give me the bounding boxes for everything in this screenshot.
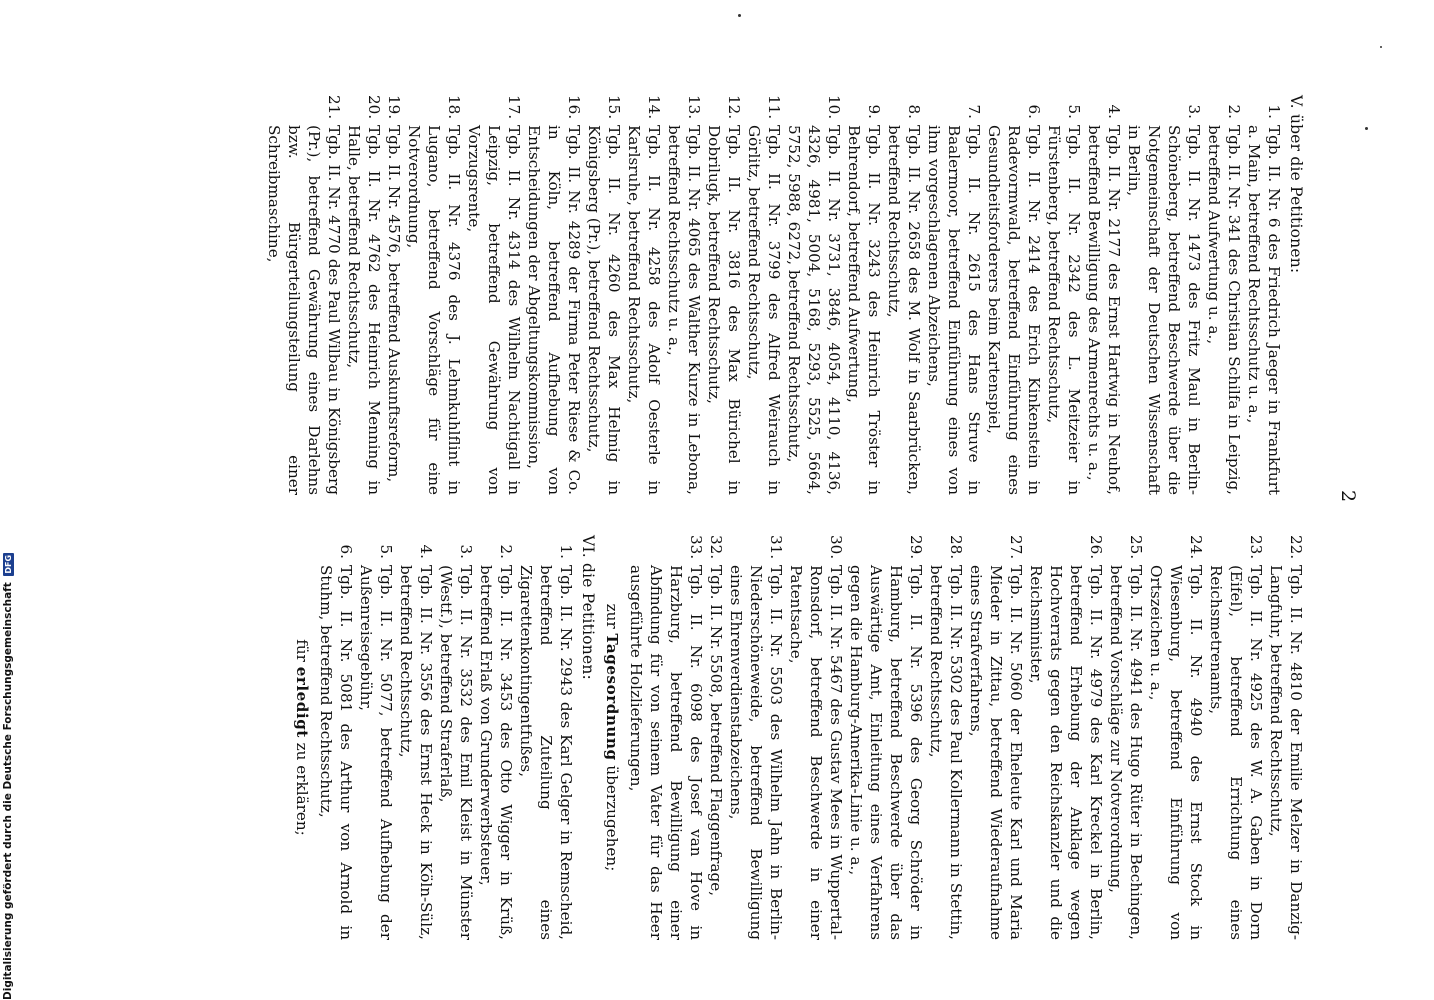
footer-text: Digitalisierung gefördert durch die Deutsche Forschungsgemeinschaft bbox=[2, 582, 14, 1000]
petition-number: 27. bbox=[1007, 535, 1025, 560]
conclusion-settled-bold: erledigt bbox=[293, 666, 311, 738]
petition-text: Tgb. II. Nr. 5467 des Gustav Mees in Wuppertal-Ronsdorf, betreffend Beschwerde in einer Patentsache, bbox=[787, 565, 845, 940]
petition-number: 19. bbox=[385, 95, 403, 120]
petition-text: Tgb. II. Nr. 3243 des Heinrich Tröster in Behrendorf, betreffend Aufwertung, bbox=[845, 125, 883, 495]
petition-number: 24. bbox=[1187, 535, 1205, 560]
petition-text: Tgb. II. Nr. 4979 des Karl Kreckel in Berlin, betreffend Erhebung der Anklage wegen Hochverrats gegen den Reichskanzler und die Reichsminister, bbox=[1027, 565, 1105, 940]
petition-number: 18. bbox=[445, 95, 463, 120]
petition-text: Tgb. II. Nr. 5302 des Paul Kollermann in Stettin, betreffend Rechtsschutz, bbox=[927, 565, 965, 940]
petition-number: 26. bbox=[1087, 535, 1105, 560]
petition-item bbox=[1084, 95, 1124, 495]
petition-number: 2. bbox=[497, 544, 515, 559]
petition-text: Tgb. II. Nr. 4941 des Hugo Rüter in Bechingen, betreffend Vorschläge zur Notverordnung, bbox=[1107, 565, 1145, 940]
petition-item bbox=[1244, 95, 1284, 495]
petition-number: 15. bbox=[605, 95, 623, 120]
conclusion-settled bbox=[292, 535, 312, 940]
petition-item bbox=[1266, 535, 1306, 940]
petition-number: 31. bbox=[767, 535, 785, 560]
conclusion-agenda-post: überzugehen; bbox=[603, 765, 621, 872]
petition-text: Tgb. II. Nr. 3731, 3846, 4054, 4110, 4136, 4326, 4981, 5004, 5168, 5293, 5525, 5664, 5752, 5988, 6272, betreffend Rechtsschutz, bbox=[785, 125, 843, 495]
petition-text: Tgb. II. Nr. 5396 des Georg Schröder in Hamburg, betreffend Beschwerde über das Auswärtige Amt, Einleitung eines Verfahrens gegen die Hamburg-Amerika-Linie u. a., bbox=[847, 565, 925, 940]
petition-text: Tgb. II. Nr. 4576, betreffend Auskunftsreform, bbox=[385, 125, 403, 483]
petition-text: Tgb. II. Nr. 4940 des Ernst Stock in Wiesenburg, betreffend Einführung von Ortszeichen u. a., bbox=[1147, 565, 1205, 940]
conclusion-settled-pre: für bbox=[293, 639, 311, 662]
petition-number: 9. bbox=[865, 104, 883, 119]
petition-number: 7. bbox=[965, 104, 983, 119]
petition-number: 12. bbox=[725, 95, 743, 120]
petition-number: 5. bbox=[1065, 104, 1083, 119]
petition-item bbox=[626, 535, 706, 940]
petition-number: 3. bbox=[457, 544, 475, 559]
petition-list-v bbox=[264, 95, 1284, 495]
petition-number: 6. bbox=[337, 544, 355, 559]
petition-text: Tgb. II. Nr. 4260 des Max Helmig in Königsberg (Pr.), betreffend Rechtsschutz, bbox=[585, 125, 623, 495]
petition-item bbox=[476, 535, 516, 940]
petition-number: 25. bbox=[1127, 535, 1145, 560]
petition-list-v-continued bbox=[626, 535, 1306, 940]
petition-text: Tgb. II. Nr. 4925 des W. A. Gaben in Dorn (Eifel), betreffend Errichtung eines Reichsmetrenamts, bbox=[1207, 565, 1265, 940]
petition-item bbox=[784, 95, 844, 495]
petition-item bbox=[844, 95, 884, 495]
petition-number: 1. bbox=[1265, 104, 1283, 119]
petition-item bbox=[884, 95, 924, 495]
petition-item bbox=[1106, 535, 1146, 940]
conclusion-agenda-bold: Tagesordnung bbox=[603, 633, 621, 761]
digitization-footer bbox=[2, 0, 14, 1000]
petition-item bbox=[926, 535, 966, 940]
petition-number: 6. bbox=[1025, 104, 1043, 119]
scan-speck bbox=[1380, 46, 1382, 48]
petition-item bbox=[786, 535, 846, 940]
petition-text: Tgb. II. Nr. 4762 des Heinrich Menning in Halle, betreffend Rechtsschutz, bbox=[345, 125, 383, 495]
petition-text: Tgb. II. Nr. 341 des Christian Schilfa in Leipzig, betreffend Aufwertung u. a., bbox=[1205, 125, 1243, 495]
petition-item bbox=[1124, 95, 1204, 495]
scan-speck bbox=[1365, 127, 1368, 130]
petition-number: 1. bbox=[557, 544, 575, 559]
petition-item bbox=[524, 95, 584, 495]
petition-item bbox=[1044, 95, 1084, 495]
petition-item bbox=[846, 535, 926, 940]
petition-number: 22. bbox=[1287, 535, 1305, 560]
conclusion-agenda-pre: zur bbox=[603, 603, 621, 629]
petition-item bbox=[704, 95, 744, 495]
petition-number: 33. bbox=[687, 535, 705, 560]
petition-item bbox=[1206, 535, 1266, 940]
petition-text: Tgb. II. Nr. 6 des Friedrich Jaeger in Frankfurt a. Main, betreffend Rechtsschutz u. a., bbox=[1245, 125, 1283, 495]
petition-number: 2. bbox=[1225, 104, 1243, 119]
petition-number: 13. bbox=[685, 95, 703, 120]
petition-number: 32. bbox=[707, 535, 725, 560]
petition-number: 14. bbox=[645, 95, 663, 120]
petition-text: Tgb. II. Nr. 2943 des Karl Gelger in Remscheid, betreffend Zuteilung eines Zigarettenkontingentfußes, bbox=[517, 565, 575, 940]
petition-text: Tgb. II. Nr. 5081 des Arthur von Arnold in Stuhm, betreffend Rechtsschutz, bbox=[317, 565, 355, 940]
petition-item bbox=[316, 535, 356, 940]
dfg-logo: DFG bbox=[3, 554, 13, 574]
petition-text: Tgb. II. Nr. 3816 des Max Bürichel in Dobrilugk, betreffend Rechtsschutz, bbox=[705, 125, 743, 495]
petition-item bbox=[1204, 95, 1244, 495]
petition-text: Tgb. II. Nr. 3556 des Ernst Heck in Köln-Sülz, betreffend Rechtsschutz, bbox=[397, 565, 435, 940]
petition-item bbox=[966, 535, 1026, 940]
petition-list-vi bbox=[316, 535, 576, 940]
petition-number: 5. bbox=[377, 544, 395, 559]
petition-item bbox=[706, 535, 726, 940]
petition-number: 23. bbox=[1247, 535, 1265, 560]
section-heading-vi: VI. die Petitionen: bbox=[579, 535, 597, 680]
petition-number: 4. bbox=[417, 544, 435, 559]
petition-item bbox=[1026, 535, 1106, 940]
petition-text: Tgb. II. Nr. 4376 des J. Lehmkuhlflint in Lugano, betreffend Vorschläge für eine Notverordnung, bbox=[405, 125, 463, 495]
petition-text: Tgb. II. Nr. 2615 des Hans Struve in Baalermoor, betreffend Einführung eines von ihm vorgeschlagenen Abzeichens, bbox=[925, 125, 983, 495]
petition-text: Tgb. II. Nr. 3799 des Alfred Weirauch in Görlitz, betreffend Rechtsschutz, bbox=[745, 125, 783, 495]
petition-item bbox=[396, 535, 436, 940]
petition-text: Tgb. II. Nr. 2414 des Erich Kinkenstein in Radevormwald, betreffend Einführung eines Gesundheitsforderers beim Kartenspiel, bbox=[985, 125, 1043, 495]
petition-number: 10. bbox=[825, 95, 843, 120]
petition-item bbox=[516, 535, 576, 940]
petition-item bbox=[436, 535, 476, 940]
petition-number: 17. bbox=[505, 95, 523, 120]
petition-number: 30. bbox=[827, 535, 845, 560]
petition-number: 21. bbox=[325, 95, 343, 120]
petition-number: 28. bbox=[947, 535, 965, 560]
petition-item bbox=[356, 535, 396, 940]
petition-item bbox=[384, 95, 404, 495]
petition-text: Tgb. II. Nr. 2342 des L. Meitzeier in Fürstenberg, betreffend Rechtsschutz, bbox=[1045, 125, 1083, 495]
petition-number: 3. bbox=[1185, 104, 1203, 119]
petition-text: Tgb. II. Nr. 5077, betreffend Aufhebung der Außenreisegebühr, bbox=[357, 565, 395, 940]
petition-item bbox=[624, 95, 664, 495]
petition-text: Tgb. II. Nr. 4289 der Firma Peter Riese & Co. in Köln, betreffend Aufhebung von Entscheidungen der Abgeltungskommission, bbox=[525, 125, 583, 495]
petition-text: Tgb. II. Nr. 4770 des Paul Wilbau in Königsberg (Pr.), betreffend Gewährung eines Darlehns bzw. Bürgerteilungsteilung einer Schreibmaschine, bbox=[265, 125, 343, 495]
petition-item bbox=[664, 95, 704, 495]
petition-text: Tgb. II. Nr. 5508, betreffend Flaggenfrage, bbox=[707, 565, 725, 897]
petition-item bbox=[464, 95, 524, 495]
petition-item bbox=[344, 95, 384, 495]
petition-number: 4. bbox=[1105, 104, 1123, 119]
page-number: 2 bbox=[1337, 490, 1359, 503]
petition-item bbox=[404, 95, 464, 495]
petition-number: 29. bbox=[907, 535, 925, 560]
right-column bbox=[288, 535, 1306, 940]
petition-text: Tgb. II. Nr. 4065 des Walther Kurze in Lebona, betreffend Rechtsschutz u. a., bbox=[665, 125, 703, 495]
scan-speck bbox=[738, 14, 741, 17]
petition-item bbox=[264, 95, 344, 495]
petition-item bbox=[984, 95, 1044, 495]
petition-item bbox=[924, 95, 984, 495]
petition-text: Tgb. II. Nr. 3453 des Otto Wigger in Krüß, betreffend Erlaß von Grunderwerbsteuer, bbox=[477, 565, 515, 940]
petition-item bbox=[1146, 535, 1206, 940]
petition-number: 16. bbox=[565, 95, 583, 120]
petition-text: Tgb. II. Nr. 5503 des Wilhelm Jahn in Berlin-Niederschöneweide, betreffend Bewilligung eines Ehrenverdienstabzeichens, bbox=[727, 565, 785, 940]
section-heading-v: V. über die Petitionen: bbox=[1287, 95, 1305, 274]
petition-text: Tgb. II. Nr. 3532 des Emil Kleist in Münster (Westf.), betreffend Straferlaß, bbox=[437, 565, 475, 940]
petition-text: Tgb. II. Nr. 2177 des Ernst Hartwig in Neuhof, betreffend Bewilligung des Armenrechts u. a., bbox=[1085, 125, 1123, 495]
petition-number: 20. bbox=[365, 95, 383, 120]
petition-text: Tgb. II. Nr. 1473 des Fritz Maul in Berlin-Schöneberg, betreffend Beschwerde über die Notgemeinschaft der Deutschen Wissenschaft in Berlin, bbox=[1125, 125, 1203, 495]
petition-number: 11. bbox=[765, 95, 783, 120]
petition-text: Tgb. II. Nr. 5060 der Eheleute Karl und Maria Mieder in Zittau, betreffend Wiederaufnahme eines Strafverfahrens, bbox=[967, 565, 1025, 940]
petition-item bbox=[726, 535, 786, 940]
conclusion-settled-post: zu erklären; bbox=[293, 742, 311, 836]
petition-text: Tgb. II. Nr. 4810 der Emilie Melzer in Danzig-Langfuhr, betreffend Rechtsschutz, bbox=[1267, 565, 1305, 940]
petition-number: 8. bbox=[905, 104, 923, 119]
petition-text: Tgb. II. Nr. 4258 des Adolf Oesterle in Karlsruhe, betreffend Rechtsschutz, bbox=[625, 125, 663, 495]
petition-text: Tgb. II. Nr. 6098 des Josef van Hove in Harzburg, betreffend Bewilligung einer Abfindung für von seinem Vater für das Heer ausgeführte Holzlieferungen, bbox=[627, 565, 705, 940]
petition-item bbox=[584, 95, 624, 495]
conclusion-agenda bbox=[602, 535, 622, 940]
petition-text: Tgb. II. Nr. 2658 des M. Wolf in Saarbrücken, betreffend Rechtsschutz, bbox=[885, 125, 923, 495]
petition-item bbox=[744, 95, 784, 495]
petition-text: Tgb. II. Nr. 4314 des Wilhelm Nachtigall in Leipzig, betreffend Gewährung von Vorzugsrente, bbox=[465, 125, 523, 495]
left-column bbox=[264, 95, 1306, 495]
